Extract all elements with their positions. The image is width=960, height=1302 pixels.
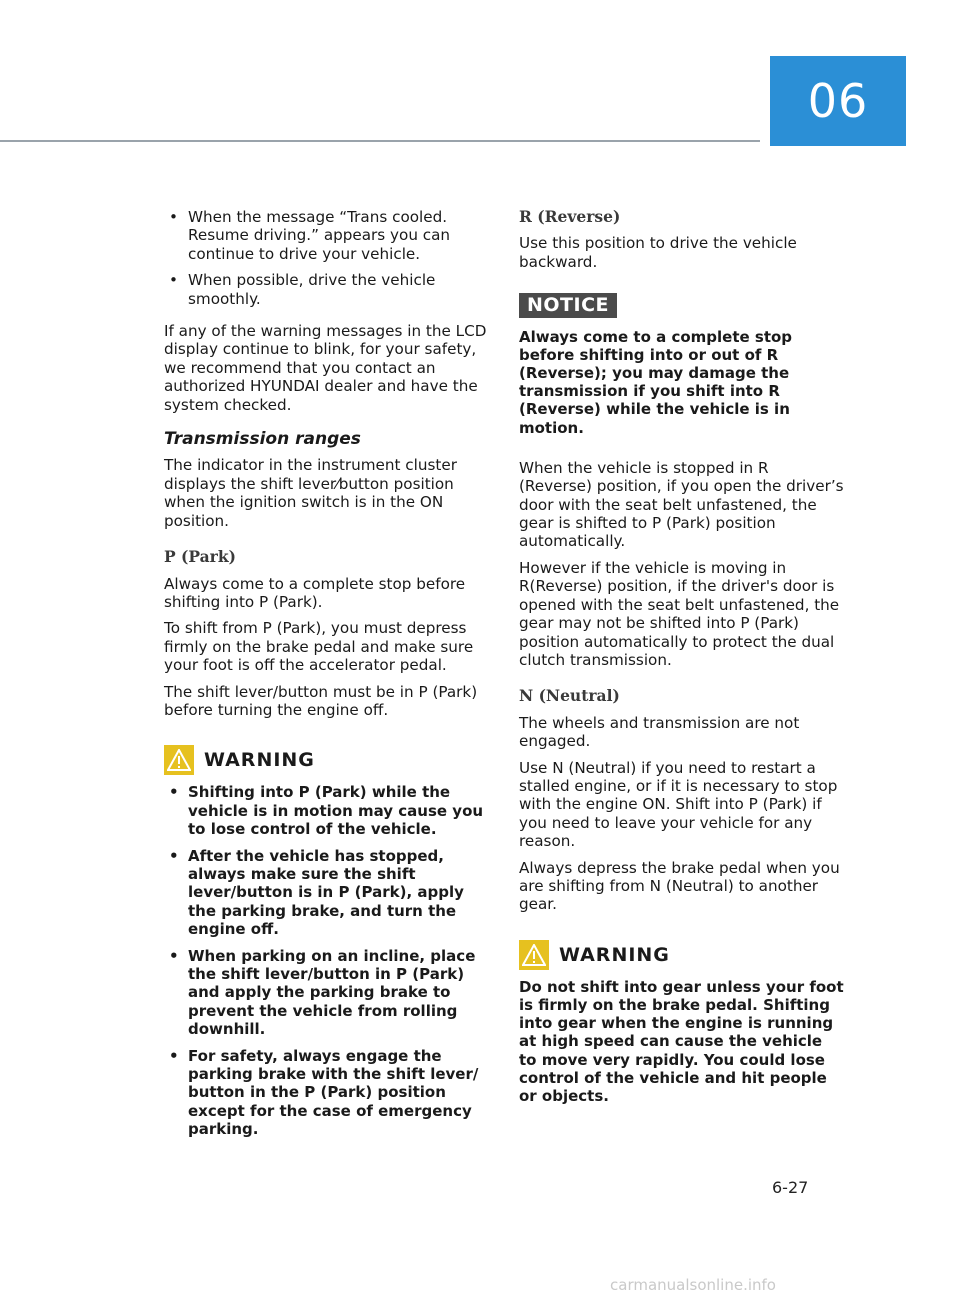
- watermark: carmanualsonline.info: [610, 1276, 776, 1294]
- paragraph-warning-blink: If any of the warning messages in the LCD display continue to blink, for your safety, we recommend that you contact an authorized HYUNDAI dealer and have the system checked.: [164, 322, 487, 414]
- paragraph: The shift lever/button must be in P (Park) before turning the engine off.: [164, 682, 478, 719]
- paragraph: The wheels and transmission are not engaged.: [519, 713, 800, 751]
- list-item: • For safety, always engage the parking brake with the shift lever/ button in the P (Park) position except for the case of emergency parking.: [164, 1047, 489, 1138]
- section-title: Transmission ranges: [164, 429, 361, 450]
- list-item: • When possible, drive the vehicle smoothly.: [164, 271, 489, 308]
- header-divider: [0, 140, 760, 142]
- paragraph: When the vehicle is stopped in R (Reverse) position, if you open the driver’s door with the seat belt unfastened, the gear is shifted to P (Park) position automatically.: [519, 458, 844, 551]
- warning-triangle-icon: [519, 940, 549, 970]
- paragraph: To shift from P (Park), you must depress firmly on the brake pedal and make sure your foot is off the accelerator pedal.: [164, 619, 474, 675]
- warning-heading: [519, 940, 844, 970]
- paragraph: Use N (Neutral) if you need to restart a stalled engine, or if it is necessary to stop with the engine ON. Shift into P (Park) if you need to leave your vehicle for any reason.: [519, 758, 838, 851]
- paragraph: Always depress the brake pedal when you are shifting from N (Neutral) to another gear.: [519, 858, 840, 914]
- paragraph-indicator: The indicator in the instrument cluster displays the shift lever⁄button position when the ignition switch is in the ON position.: [164, 456, 457, 530]
- notice-text: Always come to a complete stop before shifting into or out of R (Reverse); you may damage the transmission if you shift into R (Reverse) while the vehicle is in motion.: [519, 327, 793, 437]
- warning-text: Do not shift into gear unless your foot is firmly on the brake pedal. Shifting into gear when the engine is running at high speed can cause the vehicle to move very rapidly. You could lose control of the vehicle and hit people or objects.: [519, 977, 844, 1105]
- park-title: P (Park): [164, 547, 236, 567]
- right-column: [519, 208, 844, 1113]
- list-item: • When the message “Trans cooled. Resume driving.” appears you can continue to drive your vehicle.: [164, 208, 489, 263]
- paragraph-reverse: Use this position to drive the vehicle backward.: [519, 234, 797, 271]
- warning-bullets: [164, 783, 489, 1138]
- list-item: • When parking on an incline, place the shift lever/button in P (Park) and apply the parking brake to prevent the vehicle from rolling downhill.: [164, 947, 489, 1038]
- neutral-title: N (Neutral): [519, 686, 620, 706]
- left-column: [164, 208, 489, 1147]
- cooling-bullets: [164, 208, 489, 308]
- warning-triangle-icon: [164, 745, 194, 775]
- paragraph: Always come to a complete stop before shifting into P (Park).: [164, 574, 466, 611]
- warning-label: WARNING: [559, 943, 670, 966]
- page-number: 6-27: [772, 1178, 809, 1197]
- list-item: • After the vehicle has stopped, always make sure the shift lever/button is in P (Park), apply the parking brake, and turn the engine off.: [164, 847, 489, 938]
- warning-label: WARNING: [204, 749, 315, 772]
- chapter-tab: 06: [770, 56, 906, 146]
- reverse-title: R (Reverse): [519, 207, 621, 226]
- list-item: • Shifting into P (Park) while the vehicle is in motion may cause you to lose control of the vehicle.: [164, 783, 489, 838]
- warning-heading: [164, 745, 489, 775]
- notice-badge: NOTICE: [519, 293, 617, 317]
- paragraph: However if the vehicle is moving in R(Reverse) position, if the driver's door is opened with the seat belt unfastened, the gear may not be shifted into P (Park) position automatically to protect the dual clutch transmission.: [519, 558, 840, 669]
